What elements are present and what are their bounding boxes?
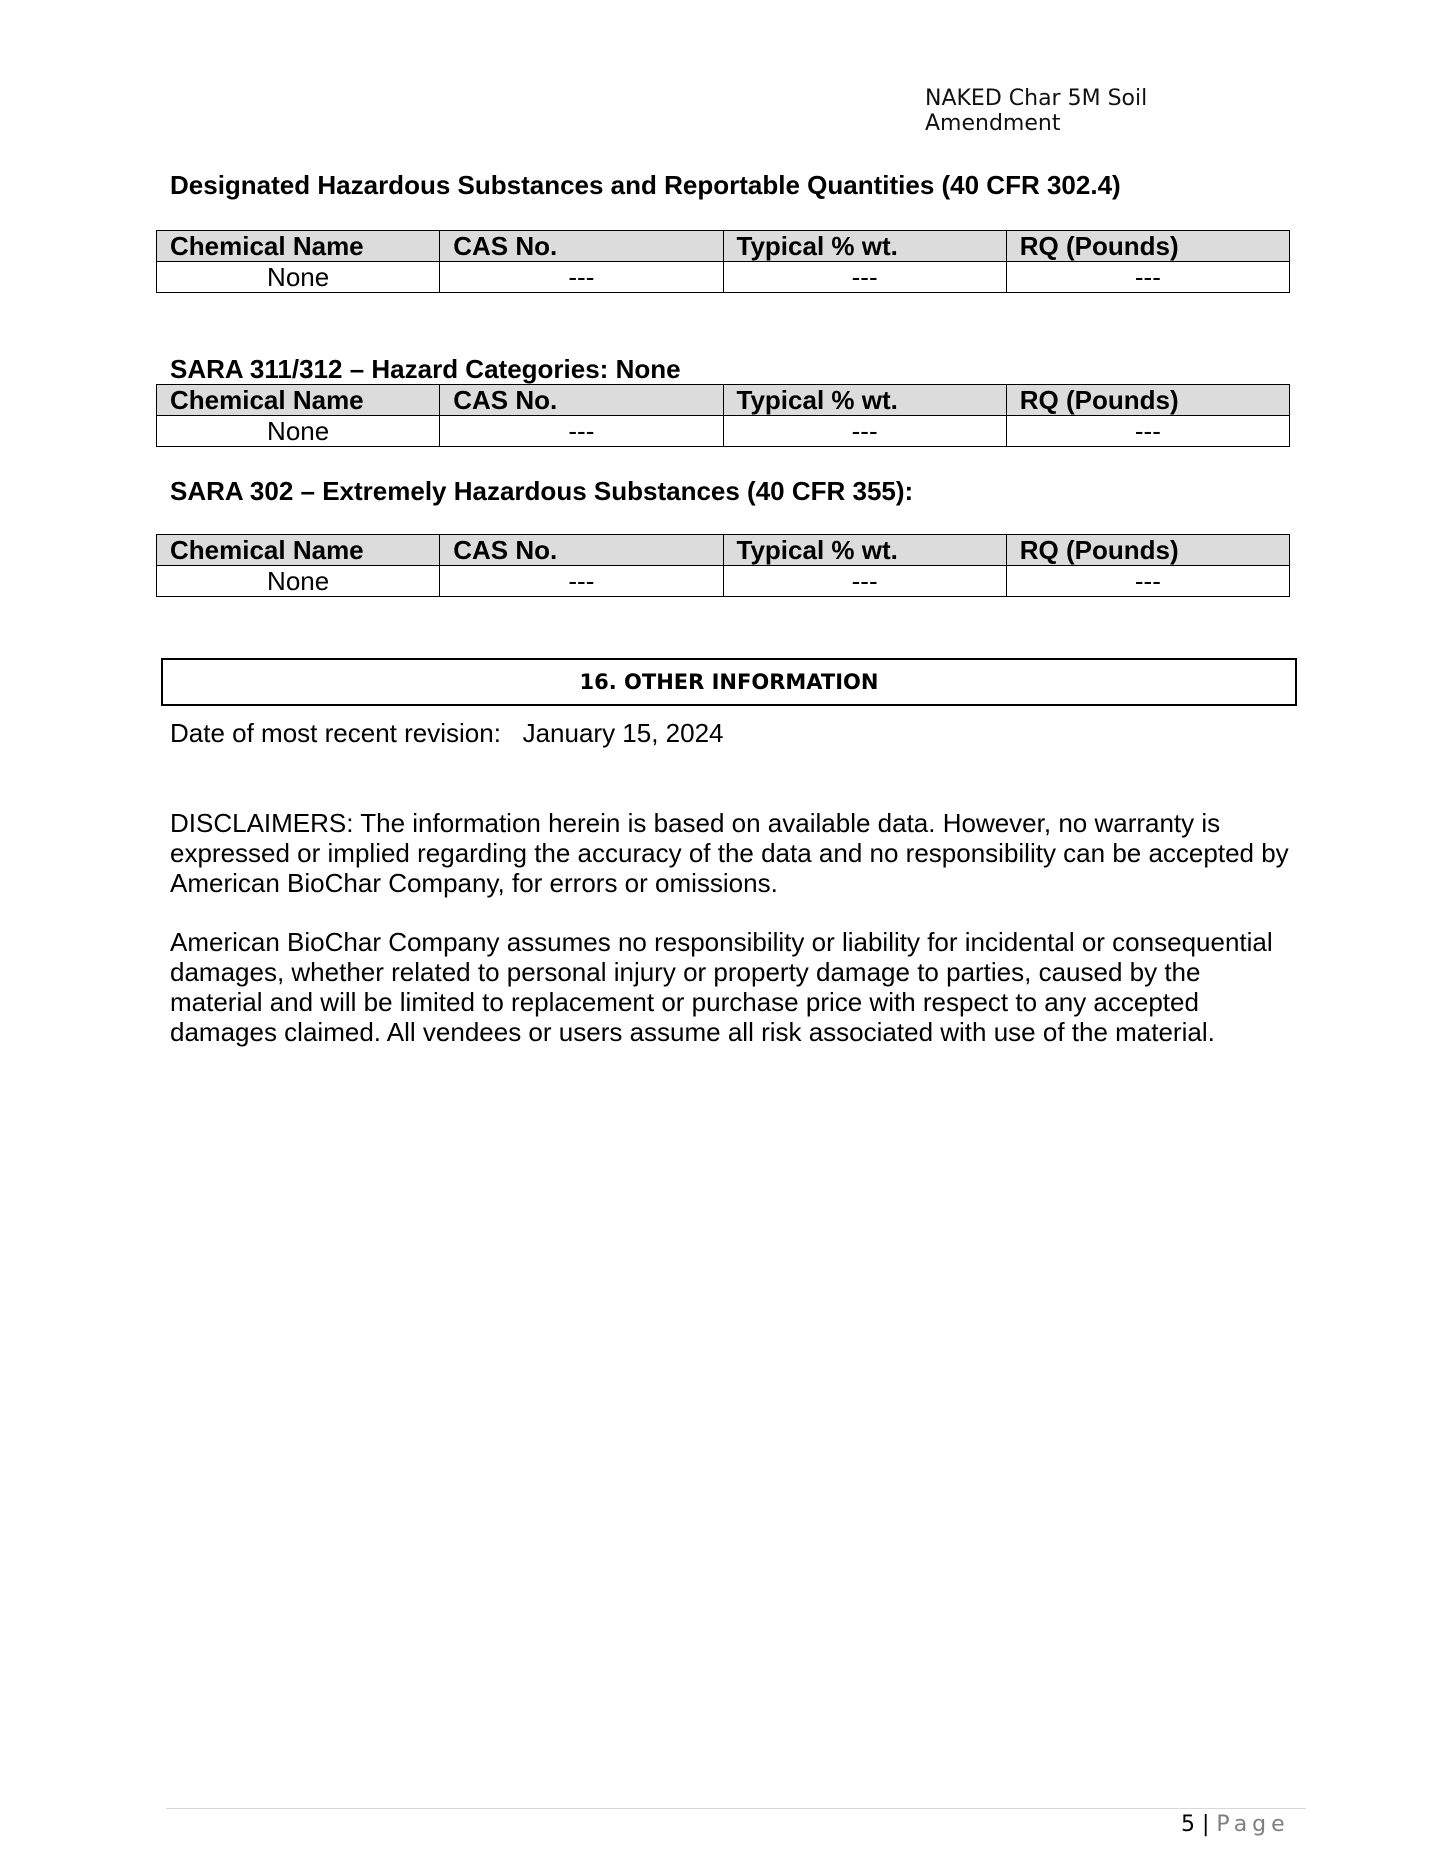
- column-header: RQ (Pounds): [1006, 385, 1289, 416]
- column-header: CAS No.: [440, 535, 723, 566]
- table-row: [157, 416, 1290, 447]
- section-heading-designated-hazardous: Designated Hazardous Substances and Reportable Quantities (40 CFR 302.4): [170, 170, 1121, 200]
- table-cell: None: [157, 566, 440, 597]
- revision-date: Date of most recent revision: January 15, 2024: [170, 718, 724, 748]
- liability-paragraph: American BioChar Company assumes no responsibility or liability for incidental or consequential damages, whether related to personal injury or property damage to parties, caused by the material and will be limited to replacement or purchase price with respect to any accepted damages claimed. All vendees or users assume all risk associated with use of the material.: [170, 927, 1273, 1047]
- table-header-row: [157, 535, 1290, 566]
- table-cell: ---: [1006, 566, 1289, 597]
- table-cell: None: [157, 416, 440, 447]
- disclaimer-paragraph: DISCLAIMERS: The information herein is based on available data. However, no warranty is expressed or implied regarding the accuracy of the data and no responsibility can be accepted by American BioChar Company, for errors or omissions.: [170, 808, 1289, 898]
- footer-divider: [166, 1808, 1306, 1809]
- designated-hazardous-table: [156, 230, 1290, 293]
- column-header: Typical % wt.: [723, 385, 1006, 416]
- table-cell: ---: [440, 416, 723, 447]
- table-row: [157, 566, 1290, 597]
- column-header: Chemical Name: [157, 385, 440, 416]
- page-number-separator: |: [1202, 1812, 1210, 1837]
- column-header: Typical % wt.: [723, 231, 1006, 262]
- table-cell: ---: [1006, 262, 1289, 293]
- table-cell: ---: [723, 262, 1006, 293]
- section-heading-sara-311-312: SARA 311/312 – Hazard Categories: None: [170, 354, 681, 384]
- other-information-title: 16. OTHER INFORMATION: [579, 670, 879, 694]
- page-number-value: 5: [1181, 1812, 1195, 1837]
- document-title-header: NAKED Char 5M Soil Amendment: [925, 86, 1148, 136]
- table-cell: ---: [723, 566, 1006, 597]
- column-header: CAS No.: [440, 385, 723, 416]
- column-header: RQ (Pounds): [1006, 231, 1289, 262]
- table-cell: None: [157, 262, 440, 293]
- sara-311-312-table: [156, 384, 1290, 447]
- column-header: CAS No.: [440, 231, 723, 262]
- column-header: Chemical Name: [157, 231, 440, 262]
- column-header: Chemical Name: [157, 535, 440, 566]
- other-information-section-header: [161, 658, 1297, 706]
- section-heading-sara-302: SARA 302 – Extremely Hazardous Substances (40 CFR 355):: [170, 476, 914, 506]
- table-row: [157, 262, 1290, 293]
- table-header-row: [157, 231, 1290, 262]
- page-number: [1181, 1812, 1301, 1837]
- table-cell: ---: [440, 262, 723, 293]
- table-header-row: [157, 385, 1290, 416]
- table-cell: ---: [723, 416, 1006, 447]
- table-cell: ---: [1006, 416, 1289, 447]
- sara-302-table: [156, 534, 1290, 597]
- table-cell: ---: [440, 566, 723, 597]
- column-header: RQ (Pounds): [1006, 535, 1289, 566]
- column-header: Typical % wt.: [723, 535, 1006, 566]
- page-label: Page: [1216, 1812, 1290, 1837]
